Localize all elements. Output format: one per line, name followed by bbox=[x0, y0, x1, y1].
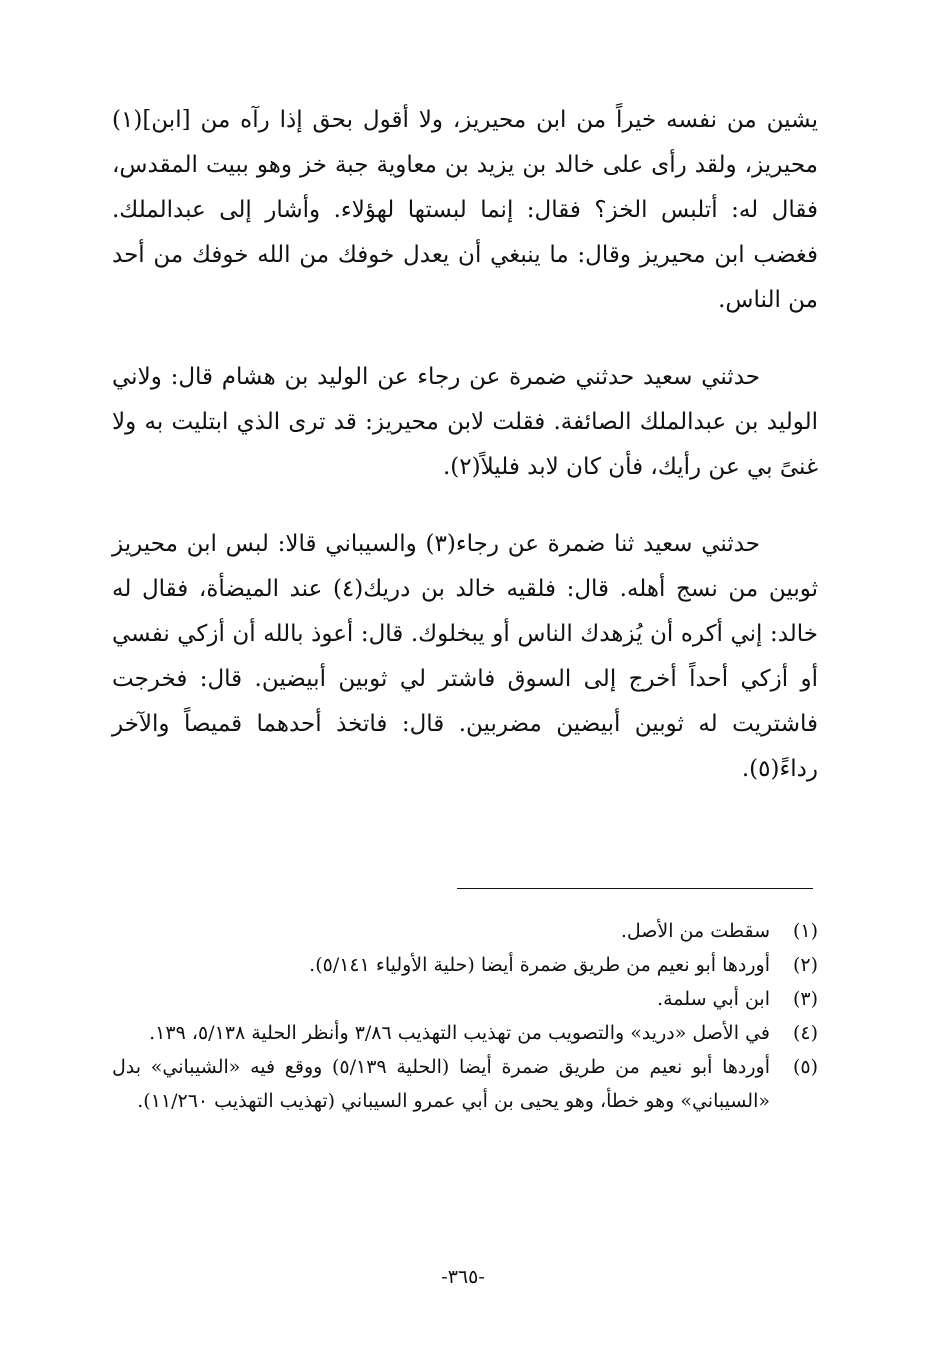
footnotes-list bbox=[112, 914, 818, 1118]
footnote-number: (٤) bbox=[792, 1022, 818, 1044]
footnote-1 bbox=[112, 914, 818, 948]
footnote-text: في الأصل «دريد» والتصويب من تهذيب التهذيب ٣/٨٦ وأنظر الحلية ٥/١٣٨، ١٣٩. bbox=[149, 1022, 770, 1044]
footnote-number: (١) bbox=[792, 920, 818, 942]
footnote-5 bbox=[112, 1050, 818, 1118]
footnote-text: أوردها أبو نعيم من طريق ضمرة أيضا (الحلية ٥/١٣٩) ووقع فيه «الشيباني» بدل «السيباني» وهو خطأ، وهو يحيى بن أبي عمرو السيباني (تهذيب التهذيب ١١/٢٦٠). bbox=[112, 1056, 770, 1112]
footnote-separator bbox=[457, 888, 813, 889]
footnote-number: (٢) bbox=[792, 954, 818, 976]
paragraph-1: يشين من نفسه خيراً من ابن محيريز، ولا أقول بحق إذا رآه من [ابن](١) محيريز، ولقد رأى على خالد بن يزيد بن معاوية جبة خز وهو ببيت المقدس، فقال له: أتلبس الخز؟ فقال: إنما لبستها لهؤلاء. وأشار إلى عبدالملك. فغضب ابن محيريز وقال: ما ينبغي أن يعدل خوفك من الله خوفك من أحد من الناس. bbox=[112, 107, 818, 313]
footnote-4 bbox=[112, 1016, 818, 1050]
footnote-text: ابن أبي سلمة. bbox=[657, 988, 770, 1010]
footnote-3 bbox=[112, 982, 818, 1016]
footnote-2 bbox=[112, 948, 818, 982]
paragraph-3: حدثني سعيد ثنا ضمرة عن رجاء(٣) والسيباني قالا: لبس ابن محيريز ثوبين من نسج أهله. قال: فلقيه خالد بن دريك(٤) عند الميضأة، فقال له خالد: إني أكره أن يُزهدك الناس أو يبخلوك. قال: أعوذ بالله أن أزكي نفسي أو أزكي أحداً أخرج إلى السوق فاشتر لي ثوبين أبيضين. قال: فخرجت فاشتريت له ثوبين أبيضين مضربين. قال: فاتخذ أحدهما قميصاً والآخر رداءً(٥). bbox=[112, 531, 819, 782]
footnote-number: (٣) bbox=[792, 988, 818, 1010]
page-number: -٣٦٥- bbox=[441, 1266, 485, 1288]
footnote-text: أوردها أبو نعيم من طريق ضمرة أيضا (حلية الأولياء ٥/١٤١). bbox=[309, 954, 770, 976]
main-text bbox=[112, 98, 818, 792]
footnote-number: (٥) bbox=[792, 1056, 818, 1078]
footnote-text: سقطت من الأصل. bbox=[620, 920, 770, 942]
paragraph-2: حدثني سعيد حدثني ضمرة عن رجاء عن الوليد بن هشام قال: ولاني الوليد بن عبدالملك الصائفة. فقلت لابن محيريز: قد ترى الذي ابتليت به ولا غنىً بي عن رأيك، فأن كان لابد فليلاً(٢). bbox=[112, 364, 818, 480]
